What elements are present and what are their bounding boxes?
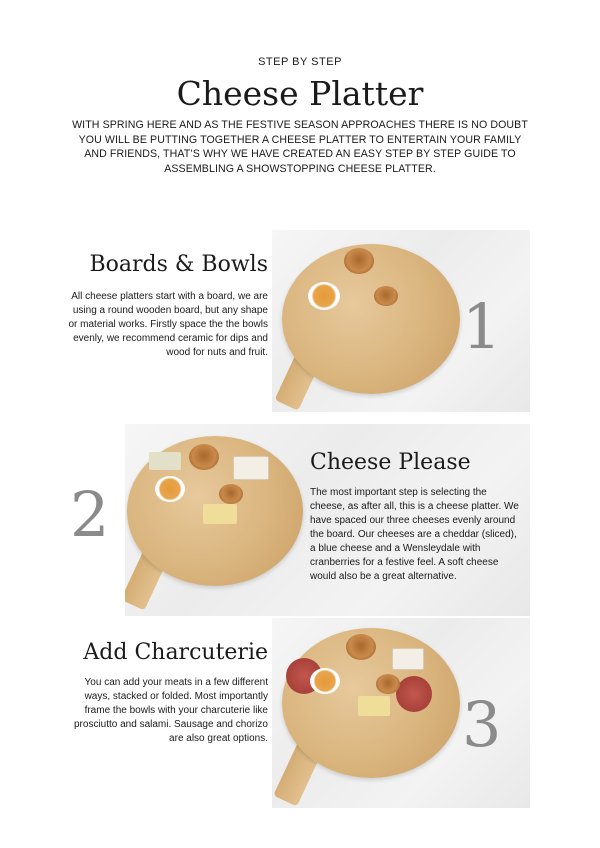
wooden-bowl-small	[219, 484, 243, 504]
page-title: Cheese Platter	[176, 74, 424, 113]
step-1-heading: Boards & Bowls	[89, 252, 268, 277]
step-3-text: You can add your meats in a few different ways, stacked or folded. Most importantly frame the bowls with your charcuterie like prosciutto and salami. Sausage and chorizo are also great options.	[73, 677, 268, 744]
step-1-photo	[272, 230, 530, 412]
cheddar-slices	[203, 504, 237, 524]
cheddar-slices	[358, 696, 390, 716]
blue-cheese	[149, 452, 181, 470]
intro-text: WITH SPRING HERE AND AS THE FESTIVE SEASON APPROACHES THERE IS NO DOUBT YOU WILL BE PUTTING TOGETHER A CHEESE PLATTER TO ENTERTAIN YOUR FAMILY AND FRIENDS, THAT’S WHY WE HAVE CREATED AN EASY STEP BY STEP GUIDE TO ASSEMBLING A SHOWSTOPPING CHEESE PLATTER.	[72, 119, 528, 175]
wensleydale-cheese	[233, 456, 269, 480]
step-1-number: 1	[462, 290, 502, 363]
step-3-photo	[272, 618, 530, 808]
step-3-heading: Add Charcuterie	[83, 640, 268, 665]
nut-bowl	[155, 476, 185, 502]
wooden-bowl-small	[376, 674, 400, 694]
wooden-bowl	[344, 248, 374, 274]
salami	[396, 676, 432, 712]
wooden-bowl	[189, 444, 219, 470]
nut-bowl	[310, 668, 340, 694]
step-2-heading: Cheese Please	[310, 450, 471, 475]
step-2-text: The most important step is selecting the cheese, as after all, this is a cheese platter. We have spaced our three cheeses evenly around the board. Our cheeses are a cheddar (sliced), a blue cheese and a Wensleydale with cranberries for a festive feel. A soft cheese would also be a great alternative.	[310, 487, 519, 582]
wooden-bowl-small	[374, 286, 398, 306]
header-kicker: STEP BY STEP	[258, 56, 342, 68]
step-3-number: 3	[462, 688, 502, 761]
wooden-bowl	[346, 634, 376, 660]
nut-bowl	[308, 282, 340, 310]
wensleydale-cheese	[392, 648, 424, 670]
step-1-text: All cheese platters start with a board, we are using a round wooden board, but any shape or material works. Firstly space the the bowls evenly, we recommend ceramic for dips and wood for nuts and fruit.	[68, 291, 268, 358]
step-2-number: 2	[70, 478, 110, 551]
